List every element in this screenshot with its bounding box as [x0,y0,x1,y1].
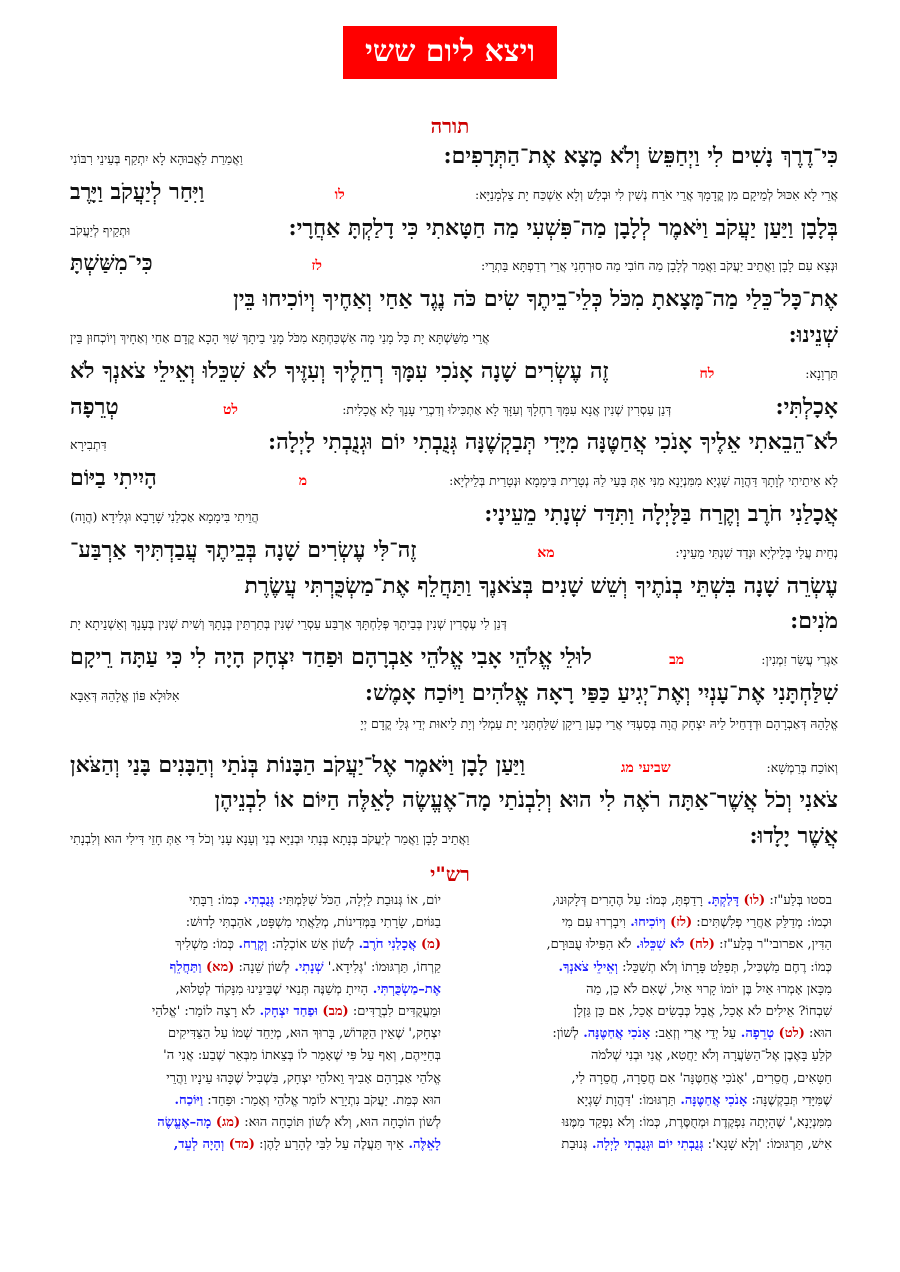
rashi-line [70,1045,441,1067]
onkelos-text: דְּנַן עַסְרִין שְׁנִין אֲנָא עִמָּךְ רַחְלָךְ וְעִזָּךְ לָא אַתְכִּילוּ וְדִכְרֵי עָנָךְ לָא אֲכָלִית: [342,401,672,417]
verse-number: שביעי מג [620,759,671,776]
verse-text: כִּי־דֶרֶךְ נָשִׁים לִי וַיְחַפֵּשׂ וְלֹא מָצָא אֶת־הַתְּרָפִים: [443,143,838,169]
onkelos-text: אֲרֵי לָא אִכּוּל לְמֵיקָם מִן קֳדָמָךְ אֲרֵי אֹרַח נְשִׁין לִי וּבְלַשׁ וְלָא אַשְׁכַּח יָת צַלְמָנַיָּא: [475,186,838,202]
torah-text [70,143,838,859]
verse-text: וַיַּעַן לָבָן וַיֹּאמֶר אֶל־יַעֲקֹב הַבָּנוֹת בְּנֹתַי וְהַבָּנִים בָּנַי וְהַצֹּאן [70,751,526,778]
verse-text: שִׁלַּחְתָּנִי אֶת־עָנְיִי וְאֶת־יְגִיעַ כַּפַּי רָאָה אֱלֹהִים וַיּוֹכַח אָמֶשׁ: [364,679,838,706]
rashi-line [461,1023,832,1045]
rashi-text: תַּרְגּוּמוֹ: 'דַּהֲוָת שָׁגְיָא [576,1092,676,1108]
rashi-dibbur-hamatchil: וְהָיָה לְעֵד, [173,1137,225,1153]
rashi-dibbur-hamatchil: לֹא שִׁכֵּלוּ. [631,937,685,953]
verse-text: טְרֵפָה [70,393,119,420]
rashi-column-right [461,890,832,1262]
rashi-text: קַרְחוֹ, תַּרְגּוּמוֹ: 'גְּלִידָא.' [323,959,441,975]
rashi-text: בסטו בְּלַע"ז: [765,893,832,908]
torah-line [70,680,838,716]
torah-line [70,537,838,573]
rashi-text: לְשׁוֹן הוֹכָחָה הוּא, וְלֹא לְשׁוֹן תּוֹכָחָה הוּא: [240,1114,441,1130]
rashi-text: הָיִיתָ מְשַׁנֶּה תְּנַאי שֶׁבֵּינֵינוּ מִנָּקוֹד לְטָלוּא, [175,981,369,997]
verse-text: לֹא־הֵבֵאתִי אֵלֶיךָ אָנֹכִי אֲחַטֶּנָּה מִיָּדִי תְּבַקְשֶׁנָּה גְּנֻבְתִי יוֹם וּגְנֻבְתִי לָיְלָה: [267,429,838,456]
torah-line [70,608,838,644]
rashi-dibbur-hamatchil: אָנֹכִי אֲחַטֶּנָּה. [578,1026,651,1042]
rashi-text: הוּא כְּמֵת. יַעֲקֹב נִתְיָרֵא לוֹמַר אֱלֹהֵי וְאָמַר: וּפַחַד: [203,1092,441,1108]
rashi-text: כְּמוֹ: רַבָּתִי [189,893,240,908]
rashi-text: וִיבָרְרוּ עִם מִי [561,915,626,931]
torah-line [70,501,838,537]
rashi-text: כְּמוֹ: מַשְׁלִיךְ [175,937,234,953]
rashi-text: אֱלֹהֵי אַבְרָהָם אָבִיךָ וֵאלֹהֵי יִצְחָק, בִּשְׁבִיל שֶׁכָּהוּ עֵינָיו וַהֲרֵי [166,1070,441,1086]
rashi-text: לְשׁוֹן אֵשׁ אוֹכְלָה: [267,937,355,953]
torah-line [70,787,838,823]
rashi-line [461,957,832,979]
verse-text: זֶה־לִּי עֶשְׂרִים שָׁנָה בְּבֵיתֶךָ עֲבַדְתִּיךָ אַרְבַּע־ [70,536,417,563]
rashi-dibbur-hamatchil: מָה–אֶעֱשֶׂה [157,1114,212,1130]
onkelos-text: דְּנַן לִי עֶסְרִין שְׁנִין בְּבֵיתָךְ פְּלַחְתָּךְ אַרְבַּע עַסְרֵי שְׁנִין בְּתַרְתֵּין בְּנָתָךְ וְשִׁית שְׁנִין בְּעָנָךְ וְאַשְׁנֵיתָא יָת [70,616,507,632]
rashi-verse-ref: (לז) [665,915,693,931]
rashi-line [461,934,832,956]
rashi-verse-ref: (מד) [224,1137,255,1153]
torah-line [70,215,838,251]
onkelos-text: הֲוֵיתִי בִּימָמָא אַכְלַנִי שָׁרָבָא וּגְלִידָא (הֲוָה) [70,508,259,524]
rashi-verse-ref: (מג) [211,1114,241,1130]
onkelos-text: תַּרְוָנָא: [805,365,838,381]
rashi-line [70,1001,441,1023]
torah-line [70,250,838,286]
onkelos-text: וַאֲתֵיב לָבָן וַאֲמַר לְיַעֲקֹב בְּנָתָא בְּנָתִי וּבְנַיָּא בְנַי וְעָנָא עָנִי וְכֹל דִּי אַתְּ חָזֵי דִּילִי הוּא וְלִבְנָתִי [70,831,470,847]
rashi-commentary [70,890,832,1262]
onkelos-text: אִלּוּלָא פּוֹן אֱלָהֵהּ דְּאַבָּא [70,687,180,703]
verse-text: וַיִּחַר לְיַעֲקֹב וַיָּרֶב [70,178,205,205]
verse-text: מֹנִים: [790,608,838,635]
rashi-text: יוֹם, אוֹ גְּנוּבַת לַיְלָה, הַכֹּל שִׁלַּמְתִּי: [274,893,441,908]
onkelos-text: וְאוֹכַח בְּרַמְשָׁא: [766,759,838,775]
rashi-line [461,1068,832,1090]
rashi-text: אֵיךְ תַּעֲלֶה עַל לִבִּי לְהָרַע לָהֶן: [254,1137,404,1153]
rashi-dibbur-hamatchil: אֶת–מַשְׂכֻּרְתִּי. [368,981,441,997]
title-banner [0,26,900,79]
rashi-column-left [70,890,441,1262]
rashi-dibbur-hamatchil: שְׁנָתִי. [289,959,324,975]
rashi-line [70,979,441,1001]
verse-text: אֲכָלַנִי חֹרֶב וְקֶרַח בַּלָּיְלָה וַתִּדַּד שְׁנָתִי מֵעֵינָי: [484,500,838,527]
verse-number: מב [669,652,685,669]
rashi-verse-ref: (לט) [774,1026,805,1042]
rashi-verse-ref: (מ) [416,937,441,953]
verse-text: כִּי־מִשַּׁשְׁתָּ [70,250,153,277]
rashi-text: גְּנוּבַת [561,1137,588,1153]
rashi-dibbur-hamatchil: אֲכָלַנִי חֹרֶב. [354,937,417,953]
rashi-dibbur-hamatchil: וּפַחַד יִצְחָק. [255,1003,318,1019]
rashi-text: בַגּוֹיִם, שָׂרָתִי בַּמְּדִינוֹת, מְלֵאֲתִי מִשְׁפָּט, אֹהַבְתִּי לָדוּשׁ: [185,915,441,931]
torah-line [70,429,838,465]
torah-line [70,143,838,179]
rashi-dibbur-hamatchil: וַתַּחֲלֵף [169,959,202,975]
verse-text: שְׁנֵינוּ: [788,321,838,348]
rashi-text: רָדַפְתָּ, כְּמוֹ: עַל הֶהָרִים דְּלָקוּנוּ, [552,893,703,908]
rashi-text: לֹא הִפִּילוּ עֻבּוּרָם, [546,937,632,953]
rashi-line [461,1112,832,1134]
rashi-line [461,979,832,1001]
rashi-text: שִׁבְחוֹ? אֵילִים לֹא אָכַל, אֲבָל כְּבָשִׂים אָכַל, אִם כֵּן גַּזְלָן [573,1003,832,1019]
rashi-text: אִישׁ, תַּרְגּוּמוֹ: 'וְלָא שָׁגָא': [703,1137,832,1153]
verse-number: לט [222,401,238,418]
verse-text: לוּלֵי אֱלֹהֵי אָבִי אֱלֹהֵי אַבְרָהָם וּפַחַד יִצְחָק הָיָה לִי כִּי עַתָּה רֵיקָם [70,644,592,671]
torah-line [70,716,838,752]
rashi-line [70,1112,441,1134]
torah-line [70,573,838,609]
rashi-line [461,1045,832,1067]
rashi-line [461,912,832,934]
onkelos-text: לָא אֵיתֵיתִי לְוָתָךְ דַּהֲוָה שָׁגְיָא מִמִּנְיָנָא מִנִּי אַתְּ בָּעֵי לַהּ נְטָרֵית בִּימָמָא וּנְטָרֵית בְּלֵילְיָא: [449,473,838,489]
verse-text: אָכָלְתִּי: [775,393,838,420]
rashi-text: וּכְמוֹ: מְדַלֵּק אַחֲרֵי פְלִשְׁתִּים: [692,915,832,931]
torah-line [70,465,838,501]
rashi-dibbur-hamatchil: דָּלַקְתָּ. [702,893,739,908]
onkelos-text: וּתְקֵיף לְיַעֲקֹב [70,222,131,238]
rashi-line [461,1001,832,1023]
rashi-text: לְשׁוֹן: [552,1026,579,1042]
onkelos-text: וַאֲמַרַת לַאֲבוּהָא לָא יִתְקַף בְּעֵינֵי רִבּוֹנִי [70,151,243,166]
rashi-text: הוּא: [804,1026,832,1042]
rashi-dibbur-hamatchil: וַיּוֹכַח. [174,1092,204,1108]
rashi-dibbur-hamatchil: גְּנֻבְתִי יוֹם וּגְנֻבְתִי לָיְלָה. [587,1137,704,1153]
verse-text: עֶשְׂרֵה שָׁנָה בִּשְׁתֵּי בְנֹתֶיךָ וְשֵׁשׁ שָׁנִים בְּצֹאנֶךָ וַתַּחֲלֵף אֶת־מַשְׂכֻּרְתִּי עֲשֶׂרֶת [244,572,838,599]
torah-line [70,286,838,322]
torah-line [70,322,838,358]
verse-number: מ [298,473,308,490]
onkelos-text: דִּתְבִירָא [70,437,107,453]
rashi-dibbur-hamatchil: גְּנֻבְתִי. [239,893,275,908]
verse-text: הָיִיתִי בַיּוֹם [70,465,157,492]
rashi-dibbur-hamatchil: טְרֵפָה. [736,1026,775,1042]
rashi-text: יִצְחָק,' שֶׁאֵין הַקָּדוֹשׁ, בָּרוּךְ הוּא, מְיַחֵד שְׁמוֹ עַל הַצַּדִּיקִים [168,1026,441,1042]
onkelos-text: אַגְרִי עֲשַׂר זִמְנִין: [761,652,838,668]
rashi-line [70,957,441,979]
rashi-text: עַל יְדֵי אֲרִי וְזְאֵב: [650,1026,737,1042]
rashi-dibbur-hamatchil: וְקֶרַח. [233,937,268,953]
rashi-line [461,890,832,912]
torah-line [70,644,838,680]
rashi-line [70,1090,441,1112]
rashi-verse-ref: (מב) [317,1003,349,1019]
rashi-dibbur-hamatchil: וְיוֹכִיחוּ. [625,915,666,931]
rashi-text: מִמִּנְיָנָא,' שֶׁהָיְתָה נִפְקֶדֶת וּמְחֻסֶּרֶת, כְּמוֹ: וְלֹא נִפְקַד מִמֶּנּוּ [561,1114,832,1130]
verse-text: אֲשֶׁר יָלָדוּ: [749,823,838,850]
onkelos-text: נְחֵית עֲלַי בְּלֵילְיָא וּנְדַד שִׁנְתִּי מֵעֵינָי: [675,544,838,560]
rashi-line [70,1023,441,1045]
day-title: ויצא ליום ששי [343,26,557,79]
rashi-text: חַטָּאִים, חֲסֵרִים, 'אָנֹכִי אֲחַטֶּנָּה' אִם חֲסֵרָה, חֲסֵרָה לִי, [571,1070,832,1086]
onkelos-text: אֱלָהֵהּ דְּאַבְרָהָם וּדְדָחֵיל לֵיהּ יִצְחָק הֲוָה בְּסַעְדִּי אֲרֵי כְעַן רֵיקָן שַׁלַּחְתָּנִי יָת עַמְלִי וְיָת לֵיאוּת יְדַי גְּלֵי קֳדָם יְיָ [360,715,838,731]
rashi-text: כְּמוֹ: רֶחֶם מַשְׁכִּיל, תְּפַלֵּט פָּרָתוֹ וְלֹא תְשַׁכֵּל: [617,959,832,975]
verse-number: לז [311,258,322,275]
onkelos-text: אֲרֵי מַשֵּׁשְׁתָּא יָת כָּל מָנַי מָה אַשְׁכַּחְתָּא מִכֹּל מָנֵי בֵיתָךְ שַׁוִּי הָכָא קֳדָם אַחַי וְאַחָיךְ וְיוֹכְחוּן בֵּין [70,329,490,345]
rashi-line [461,1090,832,1112]
rashi-dibbur-hamatchil: לָאֵלֶּה. [403,1137,441,1153]
rashi-text: וּמֵעֲקֻדִּים לִבְרֻדִּים: [348,1003,441,1019]
torah-line [70,179,838,215]
torah-line [70,752,838,788]
rashi-text: קֹלֵעַ בָּאֶבֶן אֶל־הַשַּׂעֲרָה וְלֹא יַחֲטִא, אֲנִי וּבְנִי שְׁלֹמֹה [591,1048,832,1064]
rashi-line [70,912,441,934]
rashi-verse-ref: (לו) [738,893,766,908]
rashi-text: הַדִּין, אפרובי"ר בְּלַע"ז: [714,937,832,953]
rashi-dibbur-hamatchil: וְאֵילֵי צֹאנְךָ. [558,959,618,975]
rashi-dibbur-hamatchil: אָנֹכִי אֲחַטֶּנָּה. [675,1092,748,1108]
torah-heading: תורה [430,114,470,138]
rashi-line [461,1134,832,1156]
torah-line [70,394,838,430]
onkelos-text: וּנְצָא עִם לָבָן וַאֲתֵיב יַעֲקֹב וַאֲמַר לְלָבָן מַה חוֹבִי מַה סוּרְחָנִי אֲרֵי רְדַפְתָּא בַּתְרָי: [480,258,838,274]
rashi-text: בְּחַיֵּיהֶם, וְאַף עַל פִּי שֶׁאָמַר לוֹ בְּצֵאתוֹ מִבְּאֵר שֶׁבַע: אֲנִי ה' [163,1048,441,1064]
torah-line [70,823,838,859]
rashi-line [70,1068,441,1090]
verse-number: לו [334,186,345,203]
rashi-line [70,1134,441,1156]
rashi-text: שֶׁמִּיָּדִי תְּבַקְשֶׁנָּה: [747,1092,832,1108]
rashi-text: לְשׁוֹן שֵׁנָה: [234,959,290,975]
rashi-text: מִכָּאן אָמְרוּ אַיִל בֶּן יוֹמוֹ קָרוּי אַיִל, שֶׁאִם לֹא כֵן, מַה [586,981,832,997]
rashi-verse-ref: (לח) [684,937,715,953]
rashi-line [70,890,441,912]
verse-text: אֶת־כָּל־כֵּלַי מַה־מָּצָאתָ מִכֹּל כְּלֵי־בֵיתֶךָ שִׂים כֹּה נֶגֶד אַחַי וְאַחֶיךָ וְיוֹכִיחוּ בֵּין [233,286,838,313]
rashi-verse-ref: (מא) [201,959,235,975]
verse-text: זֶה עֶשְׂרִים שָׁנָה אָנֹכִי עִמָּךְ רְחֵלֶיךָ וְעִזֶּיךָ לֹא שִׁכֵּלוּ וְאֵילֵי צֹאנְךָ לֹא [70,357,609,384]
torah-line [70,358,838,394]
verse-text: צֹאנִי וְכֹל אֲשֶׁר־אַתָּה רֹאֶה לִי הוּא וְלִבְנֹתַי מָה־אֶעֱשֶׂה לָאֵלֶּה הַיּוֹם אוֹ לִבְנֵיהֶן [214,787,838,814]
rashi-heading: רש"י [430,862,470,886]
verse-number: לח [699,365,715,382]
verse-number: מא [537,544,555,561]
verse-text: בְּלָבָן וַיַּעַן יַעֲקֹב וַיֹּאמֶר לְלָבָן מַה־פִּשְׁעִי מַה חַטָּאתִי כִּי דָלַקְתָּ אַחֲרָי: [288,214,838,241]
rashi-text: לֹא רָצָה לוֹמַר: 'אֱלֹהֵי [151,1003,256,1019]
rashi-line [70,934,441,956]
